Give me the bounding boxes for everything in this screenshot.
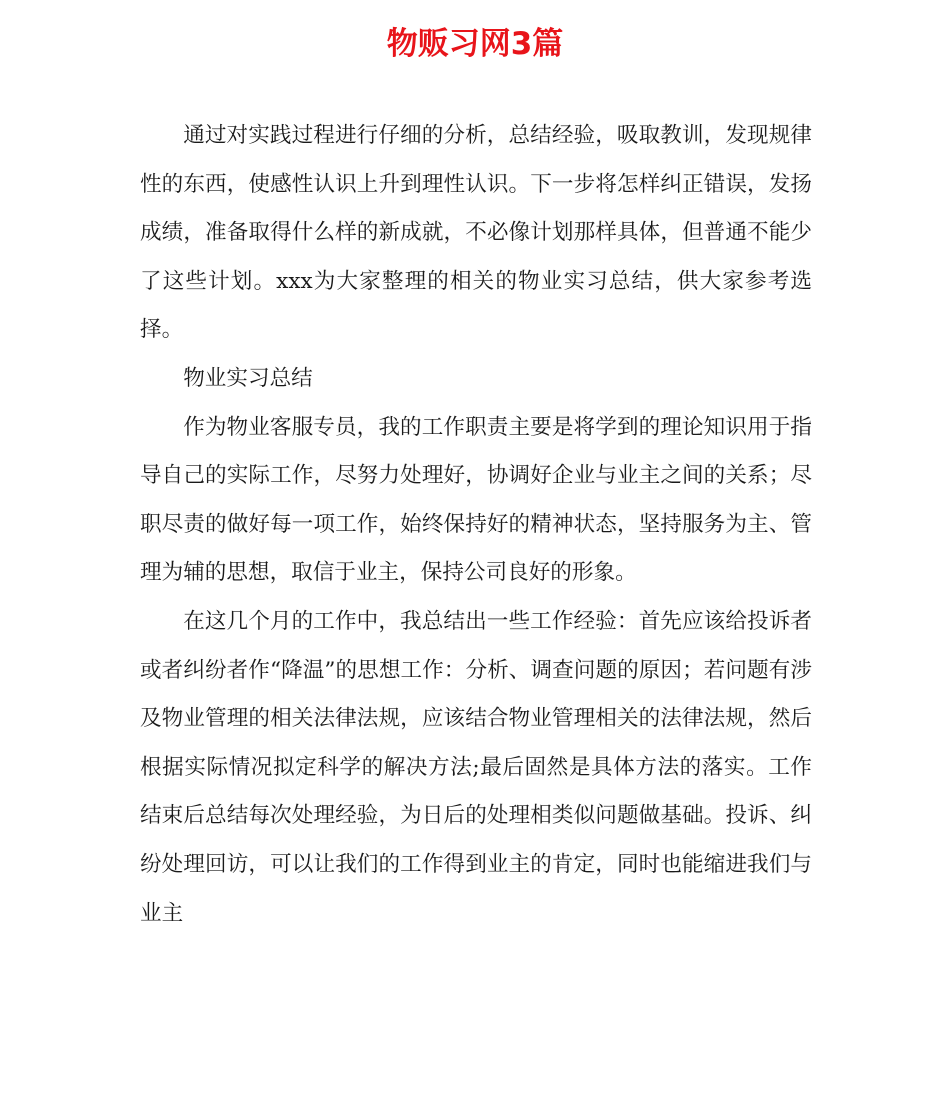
section-heading: 物业实习总结: [183, 365, 313, 391]
document-body: [140, 112, 812, 938]
duties-paragraph: 作为物业客服专员，我的工作职责主要是将学到的理论知识用于指导自己的实际工作，尽努力处理好，协调好企业与业主之间的关系；尽职尽责的做好每一项工作，始终保持好的精神状态，坚持服务为主、管理为辅的思想，取信于业主，保持公司良好的形象。: [140, 414, 812, 586]
intro-paragraph: 通过对实践过程进行仔细的分析，总结经验，吸取教训，发现规律性的东西，使感性认识上升到理性认识。下一步将怎样纠正错误，发扬成绩，准备取得什么样的新成就，不必像计划那样具体，但普通不能少了这些计划。xxx为大家整理的相关的物业实习总结，供大家参考选择。: [140, 123, 812, 343]
experience-paragraph: 在这几个月的工作中，我总结出一些工作经验：首先应该给投诉者或者纠纷者作“降温”的思想工作：分析、调查问题的原因；若问题有涉及物业管理的相关法律法规，应该结合物业管理相关的法律法规，然后根据实际情况拟定科学的解决方法;最后固然是具体方法的落实。工作结束后总结每次处理经验，为日后的处理相类似问题做基础。投诉、纠纷处理回访，可以让我们的工作得到业主的肯定，同时也能缩进我们与业主: [140, 608, 812, 926]
document-title: 物贩习网3篇: [386, 26, 564, 62]
